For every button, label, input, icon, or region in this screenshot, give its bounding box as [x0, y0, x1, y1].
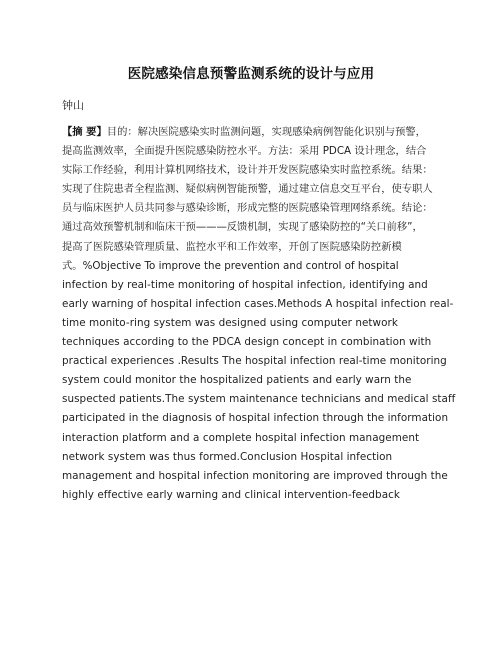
abstract-line: 式。%Objective To improve the prevention and control of hospital [62, 259, 399, 272]
abstract-line: 实际工作经验，利用计算机网络技术，设计并开发医院感染实时监控系统。结果： [62, 164, 433, 177]
abstract-line: management and hospital infection monitoring are improved through the [62, 469, 448, 482]
abstract-line: 通过高效预警机制和临床干预———反馈机制，实现了感染防控的“关口前移”， [62, 221, 423, 234]
abstract-line: participated in the diagnosis of hospital infection through the information [62, 412, 449, 425]
document-title: 医院感染信息预警监测系统的设计与应用 [127, 66, 375, 82]
abstract-line [62, 123, 442, 142]
author-name: 钟山 [62, 99, 84, 112]
abstract-line: 提高了医院感染管理质量、监控水平和工作效率，开创了医院感染防控新模 [62, 240, 402, 253]
abstract-line: infection by real-time monitoring of hospital infection, identifying and [62, 278, 428, 291]
abstract-line: techniques according to the PDCA design concept in combination with [62, 336, 432, 349]
abstract-line: network system was thus formed.Conclusion Hospital infection [62, 450, 393, 463]
abstract-line: system could monitor the hospitalized patients and early warn the [62, 374, 412, 387]
abstract-line: practical experiences .Results The hospital infection real-time monitoring [62, 355, 447, 368]
abstract-body [62, 123, 456, 505]
abstract-line: highly effective early warning and clinical intervention-feedback [62, 488, 400, 501]
abstract-label: 【摘 要】 [62, 126, 107, 138]
abstract-line: interaction platform and a complete hospital infection management [62, 431, 420, 444]
abstract-line: suspected patients.The system maintenance technicians and medical staff [62, 393, 456, 406]
abstract-line-text: 目的：解决医院感染实时监测问题，实现感染病例智能化识别与预警， [106, 126, 426, 138]
abstract-line: 实现了住院患者全程监测、疑似病例智能预警，通过建立信息交互平台，使专职人 [62, 183, 433, 196]
abstract-line: time monito-ring system was designed using computer network [62, 316, 398, 329]
abstract-line: 员与临床医护人员共同参与感染诊断，形成完整的医院感染管理网络系统。结论： [62, 202, 433, 215]
abstract-line: early warning of hospital infection cases.Methods A hospital infection real- [62, 297, 454, 310]
abstract-line: 提高监测效率，全面提升医院感染防控水平。方法：采用 PDCA 设计理念，结合 [62, 145, 427, 158]
